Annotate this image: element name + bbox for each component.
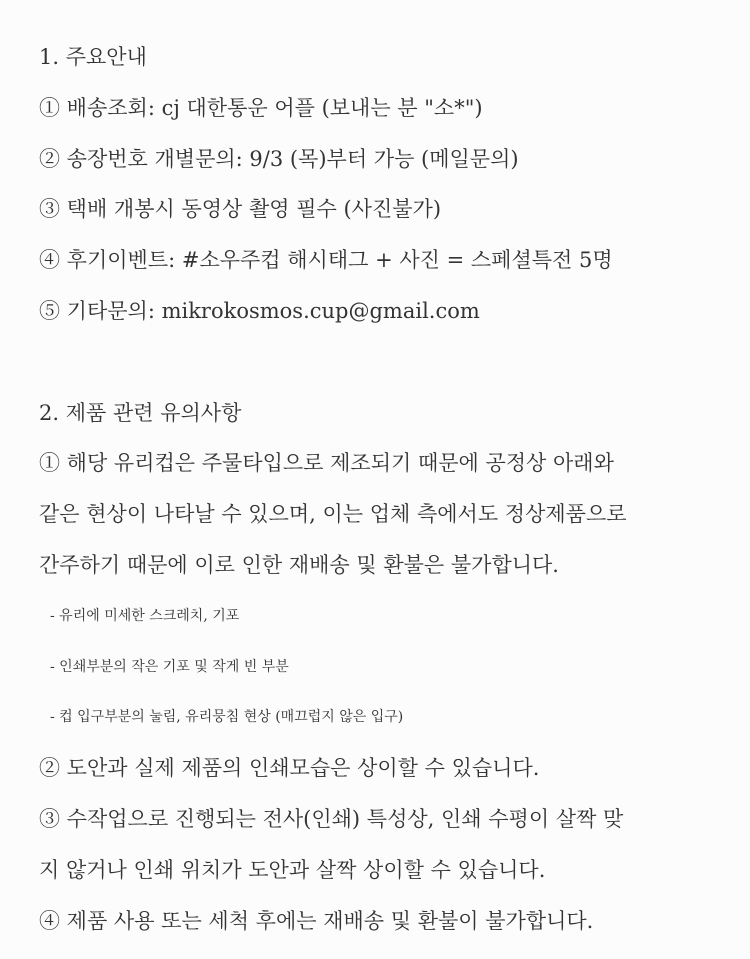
section1-heading: 1. 주요안내 xyxy=(39,45,147,69)
caution-item-1-line-2: 같은 현상이 나타날 수 있으며, 이는 업체 측에서도 정상제품으로 xyxy=(39,502,627,527)
notice-item-contact-email: ⑤ 기타문의: mikrokosmos.cup@gmail.com xyxy=(39,298,480,323)
notice-item-review-event: ④ 후기이벤트: #소우주컵 해시태그 + 사진 = 스페셜특전 5명 xyxy=(39,248,613,273)
caution-item-3-line-1: ③ 수작업으로 진행되는 전사(인쇄) 특성상, 인쇄 수평이 살짝 맞 xyxy=(39,806,624,831)
section-spacer xyxy=(39,337,730,388)
caution-subitem-scratch: - 유리에 미세한 스크레치, 기포 xyxy=(50,607,240,624)
caution-item-1-line-3: 간주하기 때문에 이로 인한 재배송 및 환불은 불가합니다. xyxy=(39,552,559,577)
caution-item-1-line-1: ① 해당 유리컵은 주물타입으로 제조되기 때문에 공정상 아래와 xyxy=(39,451,614,476)
notice-item-delivery-tracking: ① 배송조회: cj 대한통운 어플 (보내는 분 "소*") xyxy=(39,95,483,120)
caution-item-2: ② 도안과 실제 제품의 인쇄모습은 상이할 수 있습니다. xyxy=(39,756,540,781)
caution-subitem-print-bubble: - 인쇄부분의 작은 기포 및 작게 빈 부분 xyxy=(50,658,289,675)
notice-item-unboxing-video: ③ 택배 개봉시 동영상 촬영 필수 (사진불가) xyxy=(39,197,442,222)
notice-item-tracking-number: ② 송장번호 개별문의: 9/3 (목)부터 가능 (메일문의) xyxy=(39,146,519,171)
caution-item-3-line-2: 지 않거나 인쇄 위치가 도안과 살짝 상이할 수 있습니다. xyxy=(39,857,546,882)
caution-subitem-rim: - 컵 입구부분의 눌림, 유리뭉침 현상 (매끄럽지 않은 입구) xyxy=(50,709,404,726)
caution-item-4: ④ 제품 사용 또는 세척 후에는 재배송 및 환불이 불가합니다. xyxy=(39,908,594,933)
section2-heading: 2. 제품 관련 유의사항 xyxy=(39,400,242,425)
